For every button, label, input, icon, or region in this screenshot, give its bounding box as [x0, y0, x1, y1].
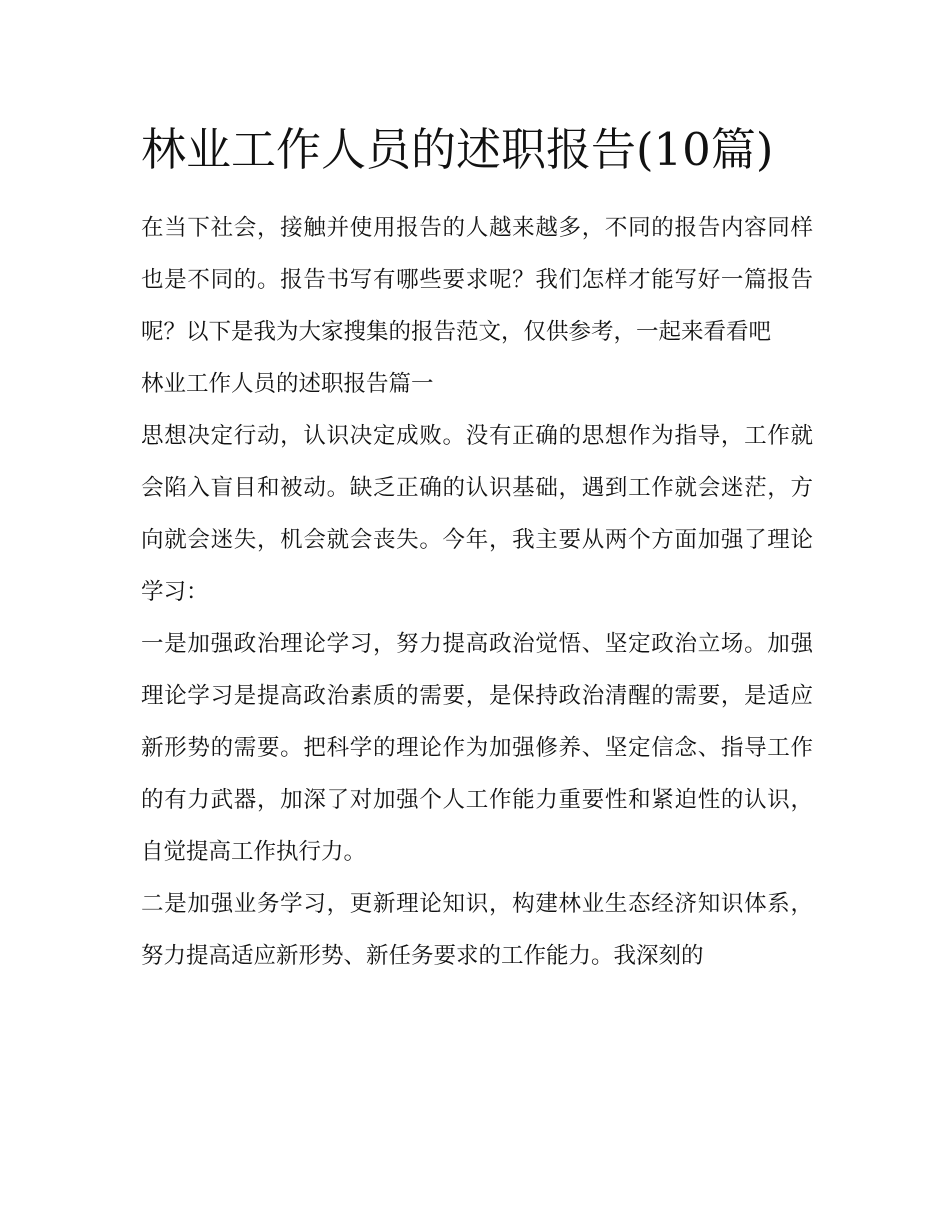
- document-page: [141, 112, 813, 982]
- intro-paragraph: 在当下社会，接触并使用报告的人越来越多，不同的报告内容同样也是不同的。报告书写有哪些要求呢？我们怎样才能写好一篇报告呢？以下是我为大家搜集的报告范文，仅供参考，一起来看看吧: [141, 215, 813, 345]
- body-paragraph: 思想决定行动，认识决定成败。没有正确的思想作为指导，工作就会陷入盲目和被动。缺乏正确的认识基础，遇到工作就会迷茫，方向就会迷失，机会就会丧失。今年，我主要从两个方面加强了理论学习：: [141, 423, 813, 605]
- document-title: 林业工作人员的述职报告(10篇): [141, 123, 774, 176]
- body-paragraph: 一是加强政治理论学习，努力提高政治觉悟、坚定政治立场。加强理论学习是提高政治素质的需要，是保持政治清醒的需要，是适应新形势的需要。把科学的理论作为加强修养、坚定信念、指导工作的有力武器，加深了对加强个人工作能力重要性和紧迫性的认识，自觉提高工作执行力。: [141, 631, 813, 865]
- body-paragraph: 二是加强业务学习，更新理论知识，构建林业生态经济知识体系，努力提高适应新形势、新任务要求的工作能力。我深刻的: [141, 891, 813, 969]
- section-heading: 林业工作人员的述职报告篇一: [141, 371, 434, 397]
